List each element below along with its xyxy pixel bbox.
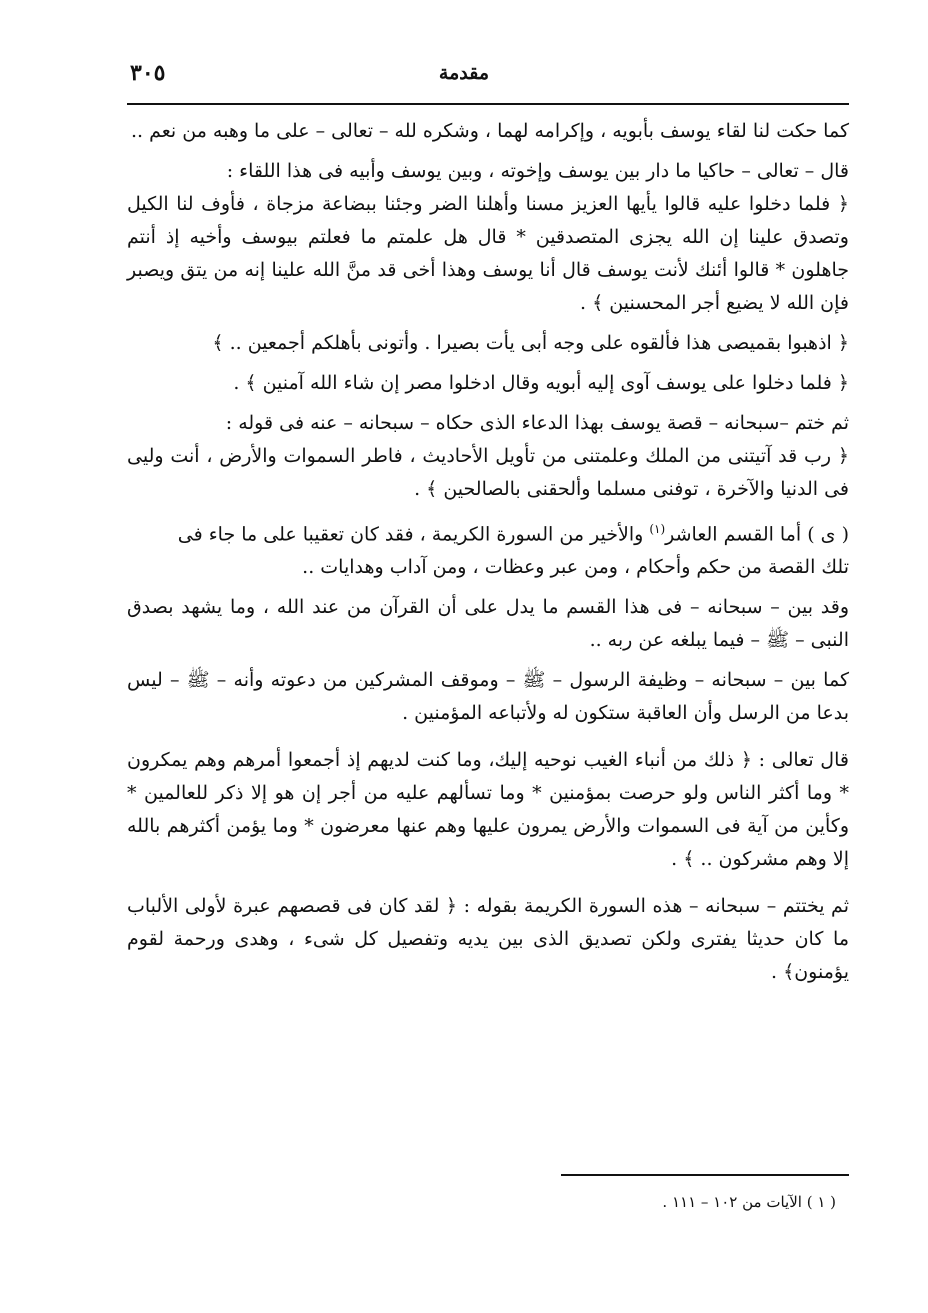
- quran-quote: ﴿ اذهبوا بقميصى هذا فألقوه على وجه أبى يأت بصيرا . وأتونى بأهلكم أجمعين .. ﴾: [212, 332, 849, 354]
- paragraph: ثم يختتم – سبحانه – هذه السورة الكريمة بقوله : ﴿ لقد كان فى قصصهم عبرة لأولى الألباب ما كان حديثا يفترى ولكن تصديق الذى بين يديه وتفصيل كل شىء ، وهدى ورحمة لقوم يؤمنون﴾ .: [127, 895, 849, 984]
- running-head: مقدمة: [438, 62, 490, 84]
- body-text: [127, 115, 849, 996]
- header-rule: [127, 103, 849, 105]
- section-10-rest: والأخير من السورة الكريمة ، فقد كان تعقيبا على ما جاء فى: [177, 523, 650, 546]
- page-number: ٣٠٥: [130, 60, 166, 86]
- paragraph: قال تعالى : ﴿ ذلك من أنباء الغيب نوحيه إليك، وما كنت لديهم إذ أجمعوا أمرهم وهم يمكرون * وما أكثر الناس ولو حرصت بمؤمنين * وما تسألهم عليه من أجر إن هو إلا ذكر للعالمين * وكأين من آية فى السموات والأرض يمرون عليها وهم عنها معرضون * وما يؤمن أكثرهم بالله إلا وهم مشركون .. ﴾ .: [127, 749, 849, 871]
- quran-quote: ﴿ فلما دخلوا عليه قالوا يأيها العزيز مسنا وأهلنا الضر وجئنا ببضاعة مزجاة ، فأوف لنا الكيل وتصدق علينا إن الله يجزى المتصدقين * قال هل علمتم ما فعلتم بيوسف وأخيه إذ أنتم جاهلون * قالوا أئنك لأنت يوسف قال أنا يوسف وهذا أخى قد منَّ الله علينا إنه من يتق ويصبر فإن الله لا يضيع أجر المحسنين ﴾ .: [127, 193, 849, 314]
- paragraph: كما بين – سبحانه – وظيفة الرسول – ﷺ – وموقف المشركين من دعوته وأنه – ﷺ – ليس بدعا من الرسل وأن العاقبة ستكون له ولأتباعه المؤمنين .: [127, 669, 849, 725]
- paragraph: ثم ختم –سبحانه – قصة يوسف بهذا الدعاء الذى حكاه – سبحانه – عنه فى قوله :: [225, 412, 849, 434]
- paragraph: قال – تعالى – حاكيا ما دار بين يوسف وإخوته ، وبين يوسف وأبيه فى هذا اللقاء :: [226, 160, 849, 182]
- footnote-rule: [561, 1174, 849, 1176]
- paragraph-section-10: [127, 513, 849, 551]
- quran-quote: ﴿ فلما دخلوا على يوسف آوى إليه أبويه وقال ادخلوا مصر إن شاء الله آمنين ﴾ .: [233, 372, 849, 394]
- paragraph: تلك القصة من حكم وأحكام ، ومن عبر وعظات ، ومن آداب وهدايات ..: [302, 556, 849, 579]
- quran-quote: ﴿ رب قد آتيتنى من الملك وعلمتنى من تأويل الأحاديث ، فاطر السموات والأرض ، أنت وليى فى الدنيا والآخرة ، توفنى مسلما وألحقنى بالصالحين ﴾ .: [127, 445, 849, 500]
- section-10-start: ( ى ) أما القسم العاشر: [665, 523, 849, 546]
- footnote-reference: (١): [649, 522, 666, 536]
- paragraph: كما حكت لنا لقاء يوسف بأبويه ، وإكرامه لهما ، وشكره لله – تعالى – على ما وهبه من نعم ..: [130, 120, 849, 142]
- footnote: ( ١ ) الآيات من ١٠٢ – ١١١ .: [662, 1193, 836, 1211]
- paragraph: وقد بين – سبحانه – فى هذا القسم ما يدل على أن القرآن من عند الله ، وما يشهد بصدق النبى – ﷺ – فيما يبلغه عن ربه ..: [127, 596, 849, 652]
